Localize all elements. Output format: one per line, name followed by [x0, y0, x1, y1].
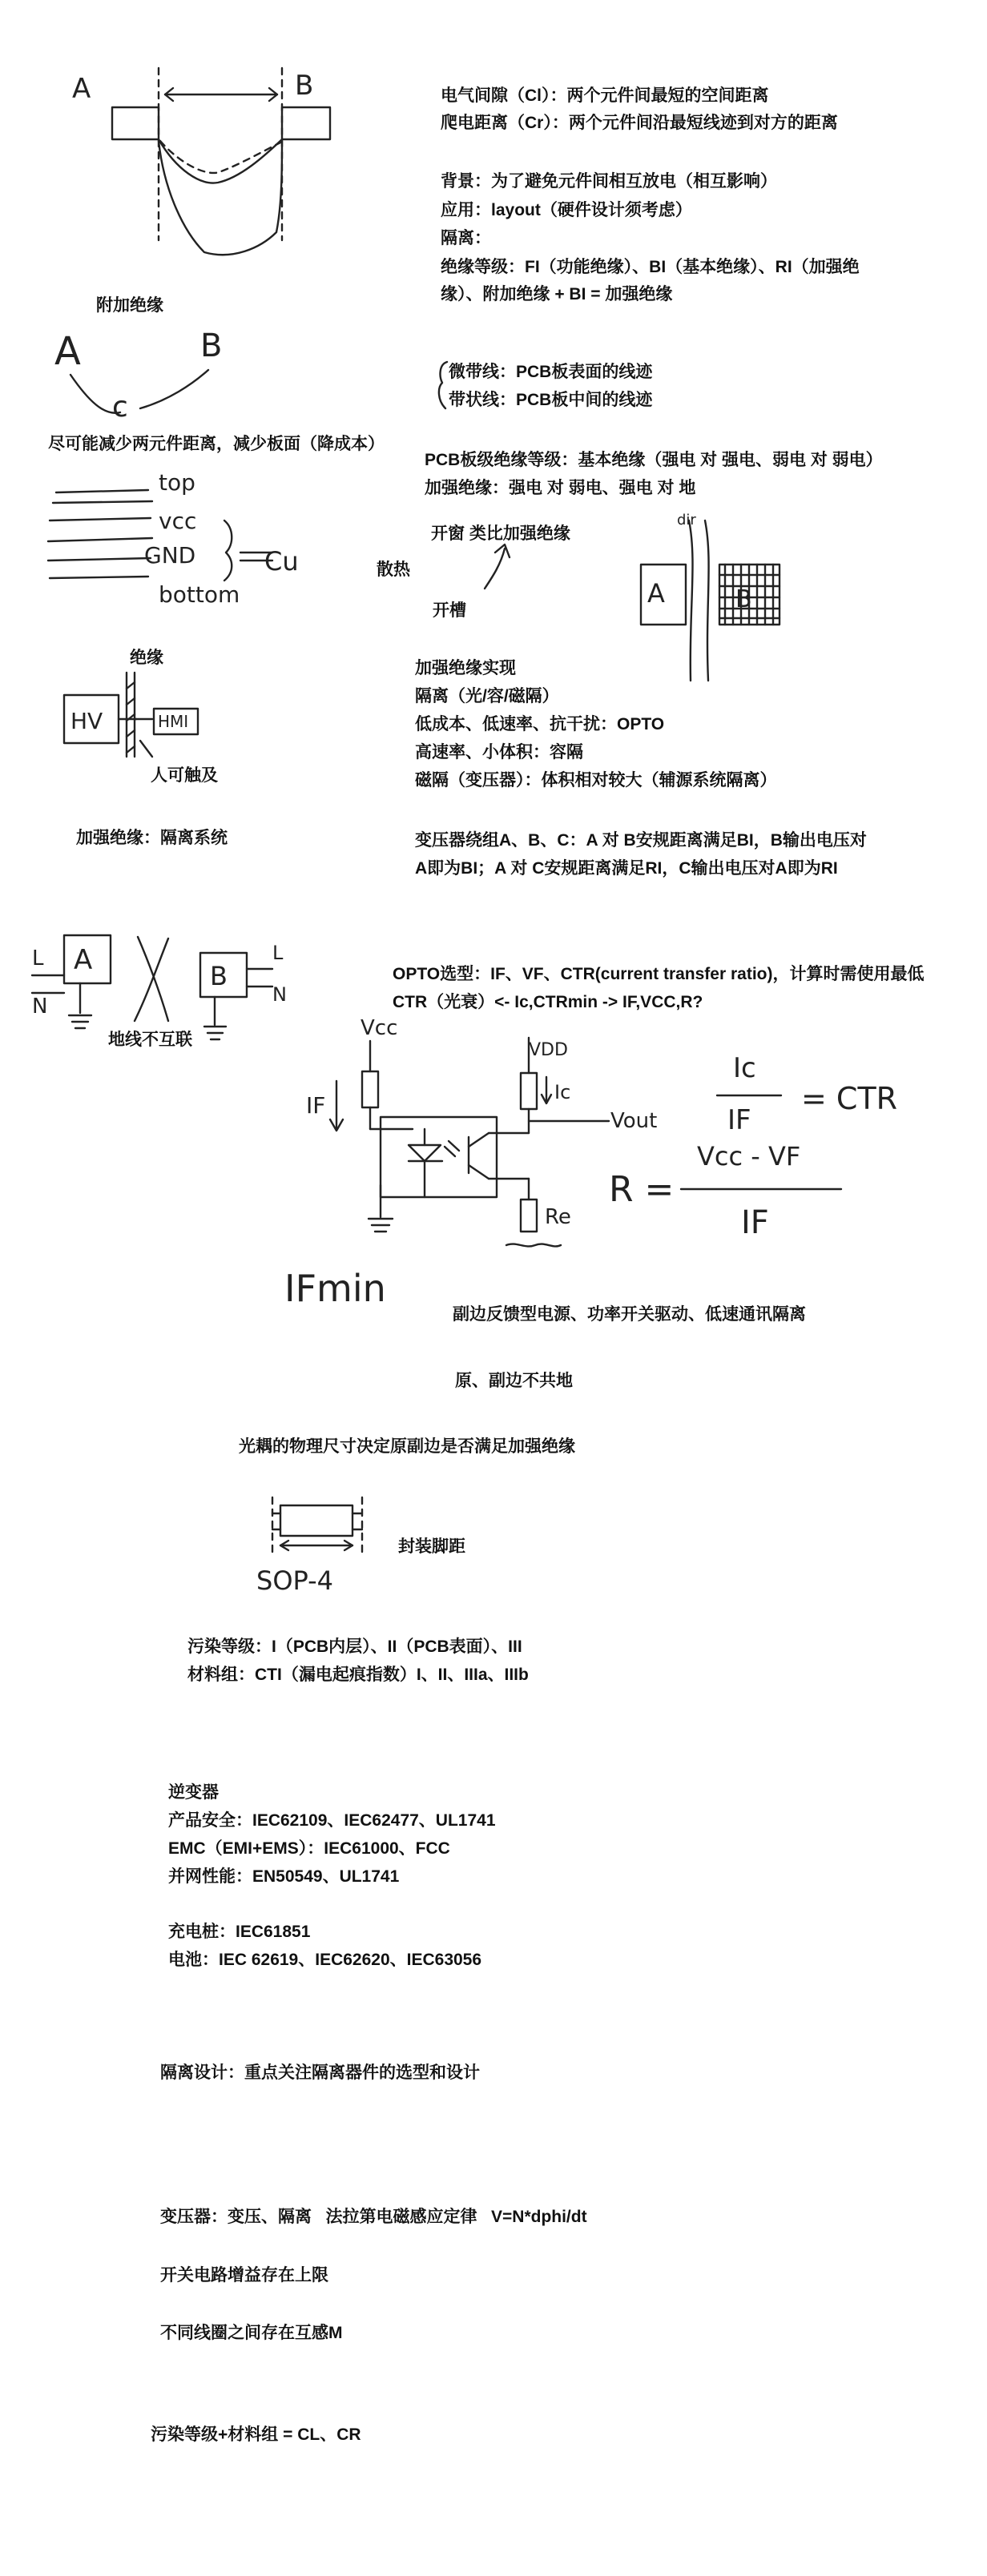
note-material: 材料组：CTI（漏电起痕指数）I、II、IIIa、IIIb	[187, 1666, 529, 1684]
note-inverter: 逆变器	[168, 1783, 219, 1802]
sketch-ctr-den: IF	[727, 1104, 751, 1136]
sketch-label-a4: A	[74, 944, 93, 976]
sketch-ctr-eq: = CTR	[801, 1081, 898, 1116]
sketch-label-b2: B	[200, 328, 223, 364]
note-opto-select-2: CTR（光衰）<- Ic,CTRmin -> IF,VCC,R?	[393, 993, 703, 1011]
note-package-pitch: 封装脚距	[398, 1537, 465, 1556]
note-opto-uses: 副边反馈型电源、功率开关驱动、低速通讯隔离	[453, 1305, 806, 1324]
sketch-r-num: Vcc - VF	[697, 1141, 801, 1171]
note-opto-select-1: OPTO选型：IF、VF、CTR(current transfer ratio)，计算时需使用最低	[393, 965, 925, 983]
sketch-label-hmi: HMI	[158, 712, 189, 731]
note-battery: 电池：IEC 62619、IEC62620、IEC63056	[168, 1951, 482, 1969]
note-transformer-2: A即为BI；A 对 C安规距离满足RI，C输出电压对A即为RI	[415, 859, 838, 878]
note-transformer-law: 变压器：变压、隔离 法拉第电磁感应定律 V=N*dphi/dt	[160, 2208, 587, 2226]
note-slot: 开槽	[433, 601, 466, 620]
sketch-label-top: top	[159, 469, 195, 496]
sketch-label-vout: Vout	[610, 1109, 658, 1133]
note-microstrip: 微带线：PCB板表面的线迹	[449, 363, 653, 381]
note-stripline: 带状线：PCB板中间的线迹	[449, 391, 653, 409]
formula-sketch	[609, 1052, 897, 1241]
sop4-package-sketch	[256, 1497, 362, 1596]
note-transformer-1: 变压器绕组A、B、C：A 对 B安规距离满足BI，B输出电压对	[415, 831, 867, 850]
note-iso-design: 隔离设计：重点关注隔离器件的选型和设计	[160, 2064, 480, 2082]
sketch-label-hv: HV	[70, 708, 103, 734]
sketch-label-l1: L	[32, 946, 44, 971]
pcb-stack-sketch	[48, 469, 299, 608]
note-isolation: 隔离：	[441, 229, 491, 247]
note-reinforced-system: 加强绝缘：隔离系统	[76, 829, 228, 847]
note-reinforced-pcb: 加强绝缘：强电 对 弱电、强电 对 地	[425, 479, 696, 497]
note-heat: 散热	[377, 561, 410, 579]
note-insulation-levels-1: 绝缘等级：FI（功能绝缘）、BI（基本绝缘）、RI（加强绝	[441, 258, 860, 276]
note-opto-line: 低成本、低速率、抗干扰：OPTO	[415, 715, 665, 733]
sketch-label-a1: A	[72, 73, 91, 105]
note-application: 应用：layout（硬件设计须考虑）	[441, 201, 692, 219]
note-ground-no-link: 地线不互联	[108, 1031, 192, 1049]
note-touchable: 人可触及	[151, 766, 218, 785]
sketch-label-cu: Cu	[264, 546, 299, 577]
note-no-common-ground: 原、副边不共地	[455, 1372, 573, 1390]
sketch-label-vcc: vcc	[159, 508, 197, 534]
svg-text:dir: dir	[677, 512, 696, 528]
reduce-distance-sketch	[54, 328, 222, 424]
sketch-label-bottom: bottom	[159, 581, 240, 608]
sketch-label-l2: L	[272, 942, 284, 964]
note-cap-line: 高速率、小体积：容隔	[415, 743, 583, 762]
note-reduce-distance: 尽可能减少两元件距离，减少板面（降成本）	[48, 435, 385, 453]
sketch-label-vcc-opto: Vcc	[361, 1016, 398, 1040]
sketch-label-if-min: IFmin	[284, 1267, 386, 1310]
note-mag-line: 磁隔（变压器）：体积相对较大（辅源系统隔离）	[415, 771, 777, 790]
note-insulation-levels-2: 缘）、附加绝缘 + BI = 加强绝缘	[441, 285, 673, 303]
note-switch-gain: 开关电路增益存在上限	[160, 2266, 328, 2285]
note-pollution: 污染等级：I（PCB内层）、II（PCB表面）、III	[187, 1638, 522, 1656]
sketch-label-b3: B	[735, 585, 752, 613]
note-cl-cr: 污染等级+材料组 = CL、CR	[151, 2425, 361, 2444]
sketch-label-vdd: VDD	[529, 1040, 568, 1060]
sketch-label-ic: Ic	[554, 1081, 571, 1103]
hv-hmi-sketch	[64, 673, 198, 757]
clearance-creepage-sketch	[72, 68, 330, 255]
note-iso-types: 隔离（光/容/磁隔）	[415, 687, 559, 705]
note-cr-def: 爬电距离（Cr）：两个元件间沿最短线迹到对方的距离	[441, 114, 838, 132]
note-product-safety: 产品安全：IEC62109、IEC62477、UL1741	[168, 1811, 496, 1830]
sketch-label-a2: A	[54, 329, 81, 374]
opto-circuit-sketch	[284, 1016, 657, 1310]
note-cl-def: 电气间隙（Cl）：两个元件间最短的空间距离	[441, 86, 769, 105]
note-reinforced-impl: 加强绝缘实现	[415, 659, 516, 677]
ground-isolation-sketch	[32, 935, 287, 1039]
sketch-label-a3: A	[647, 578, 665, 609]
sketch-r-den: IF	[741, 1204, 769, 1241]
note-window: 开窗 类比加强绝缘	[431, 524, 570, 543]
svg-text:c: c	[112, 391, 128, 424]
note-grid: 并网性能：EN50549、UL1741	[168, 1867, 400, 1886]
note-charger: 充电桩：IEC61851	[168, 1923, 311, 1941]
note-background: 背景：为了避免元件间相互放电（相互影响）	[441, 172, 777, 191]
note-extra-insulation: 附加绝缘	[96, 296, 163, 315]
note-mutual-inductance: 不同线圈之间存在互感M	[160, 2324, 343, 2342]
sketch-label-n1: N	[32, 995, 48, 1019]
sketch-label-sop: SOP-4	[256, 1565, 333, 1596]
sketch-label-b4: B	[210, 961, 228, 991]
sketch-label-n2: N	[272, 983, 287, 1006]
sketch-r-eq: R =	[609, 1169, 675, 1210]
sketch-ctr-num: Ic	[733, 1052, 756, 1084]
note-emc: EMC（EMI+EMS）：IEC61000、FCC	[168, 1839, 450, 1858]
note-physical-size: 光耦的物理尺寸决定原副边是否满足加强绝缘	[239, 1437, 575, 1456]
note-pcb-levels: PCB板级绝缘等级：基本绝缘（强电 对 强电、弱电 对 弱电）	[425, 451, 883, 469]
sketch-label-if: IF	[306, 1092, 326, 1119]
sketch-label-b1: B	[295, 70, 314, 102]
note-insulation-label: 绝缘	[130, 649, 163, 667]
sketch-label-re: Re	[545, 1205, 571, 1229]
sketch-label-gnd: GND	[144, 542, 196, 569]
